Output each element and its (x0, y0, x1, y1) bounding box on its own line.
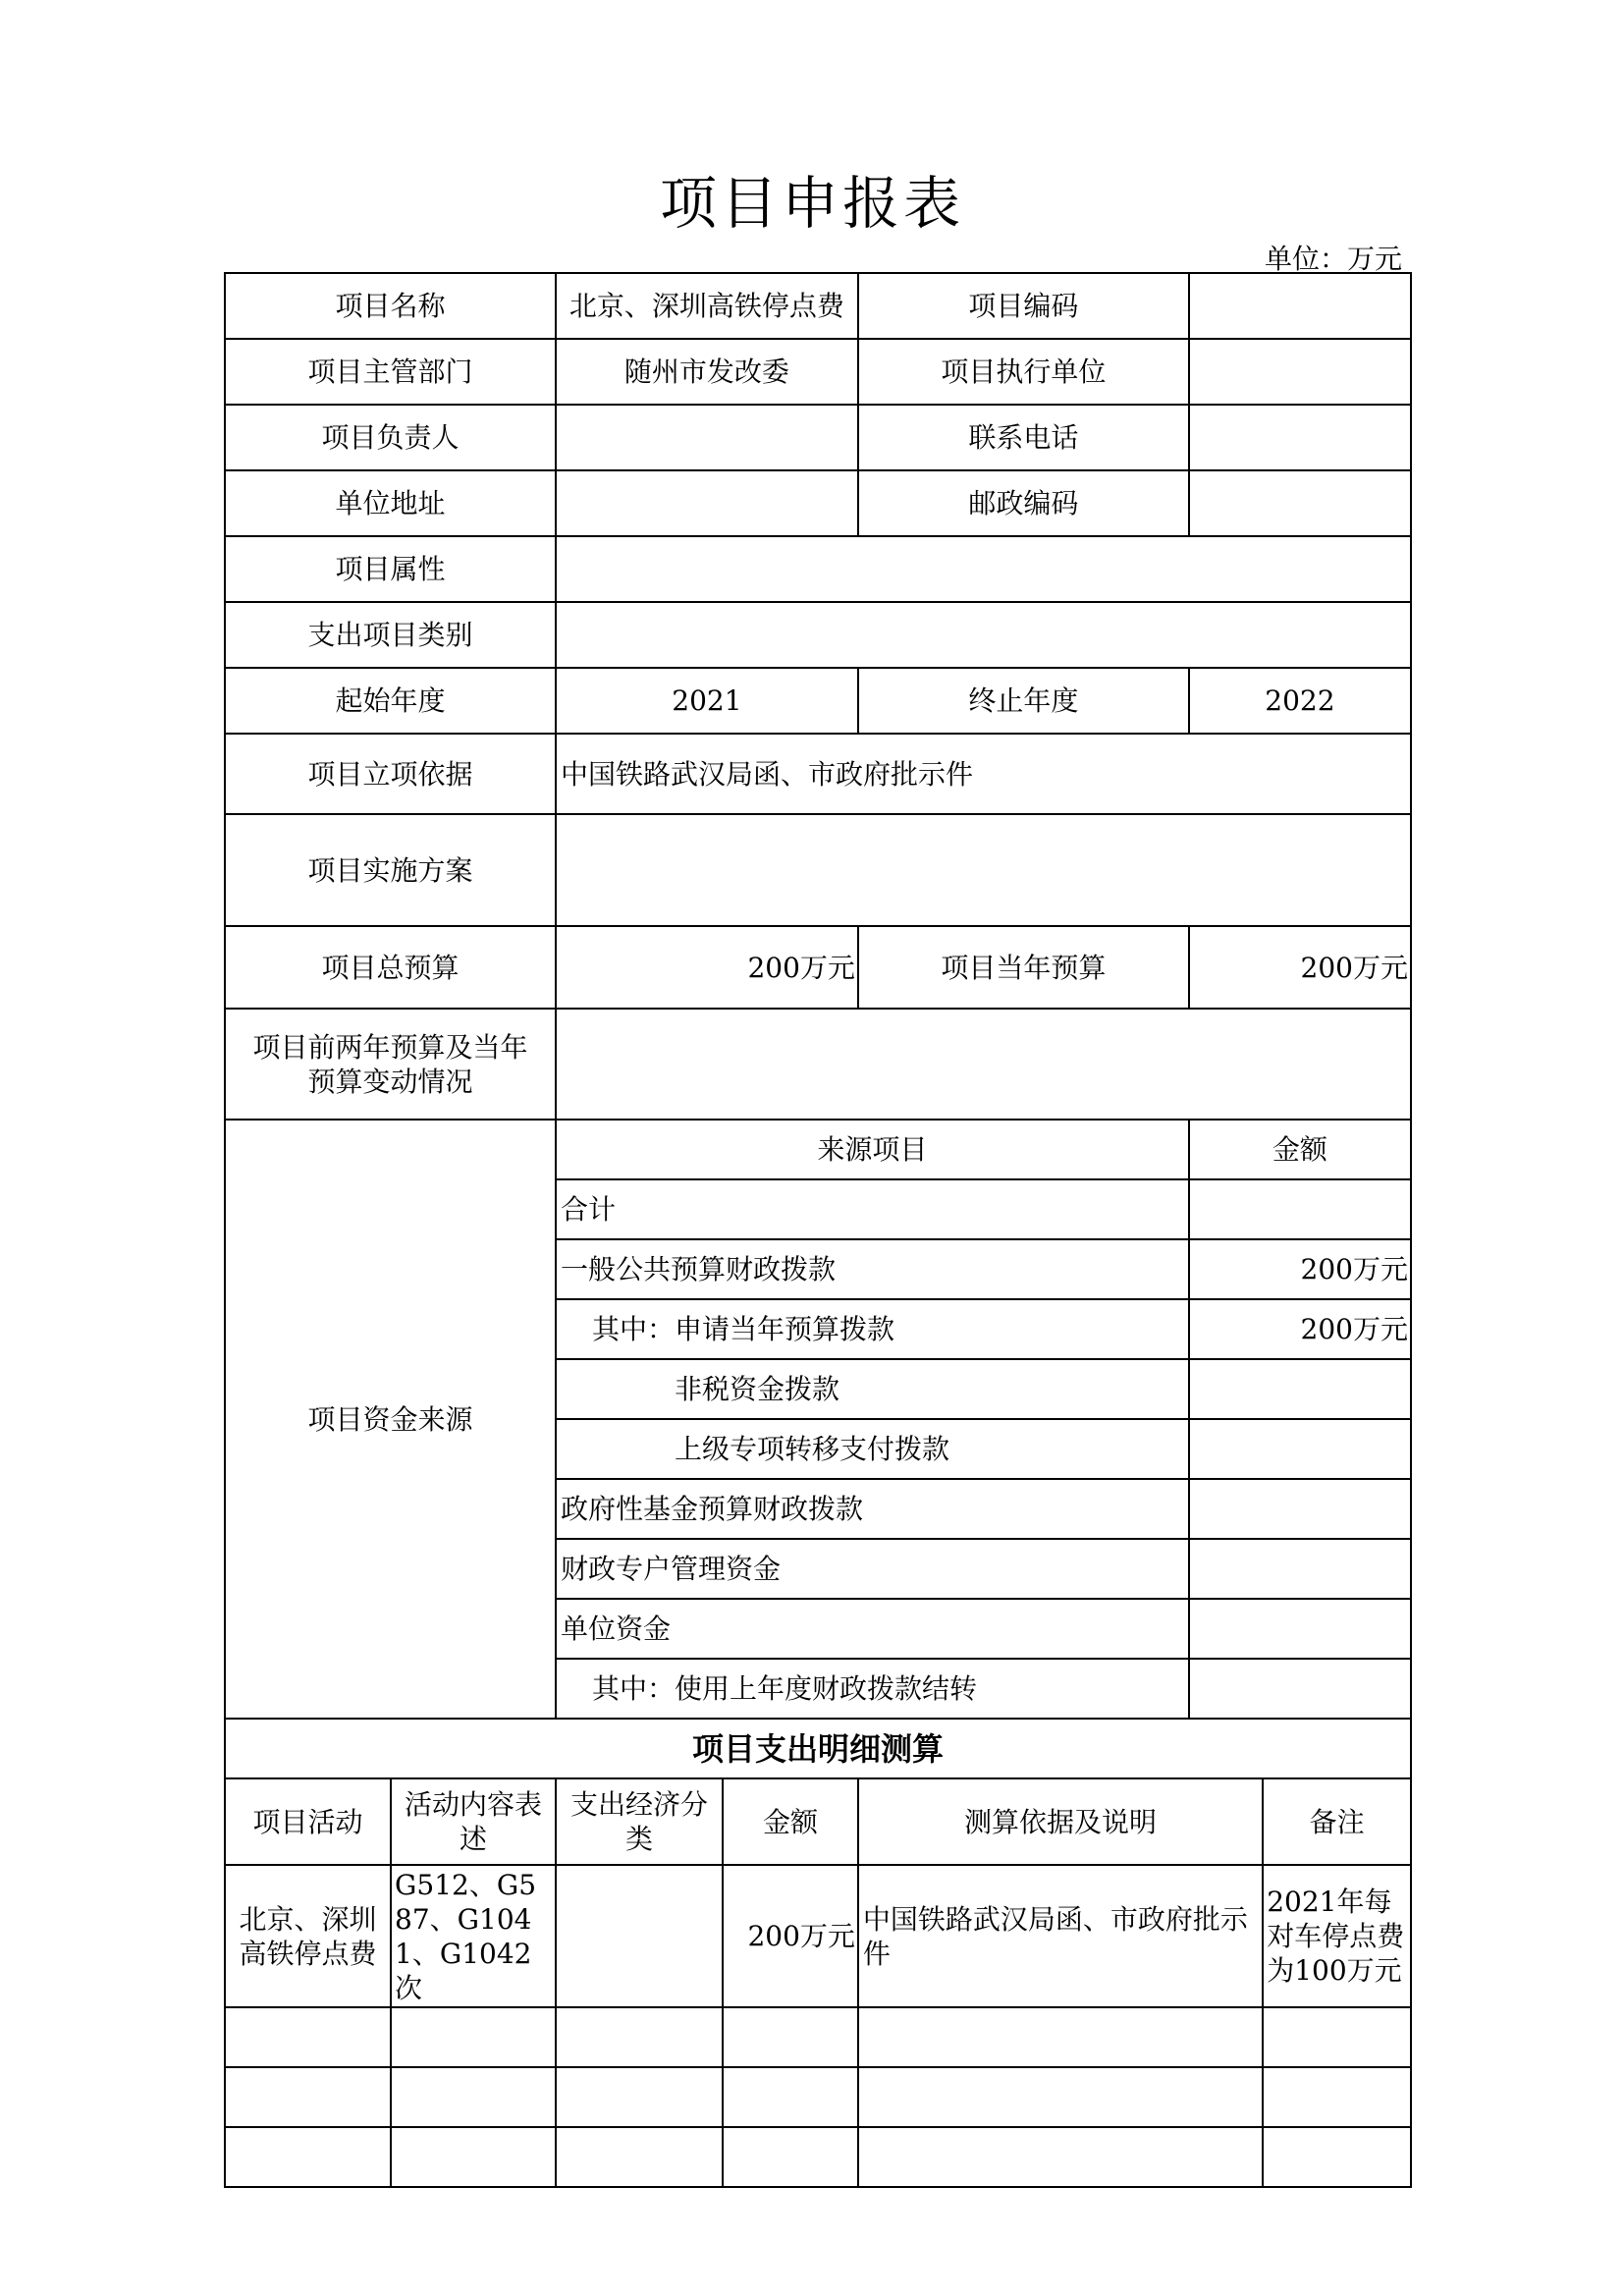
detail-header-basis: 测算依据及说明 (858, 1778, 1263, 1865)
detail-amount-cell: 200万元 (723, 1865, 858, 2007)
project-name-label: 项目名称 (225, 273, 556, 339)
page-title: 项目申报表 (659, 170, 964, 237)
funds-row-name: 非税资金拨款 (556, 1359, 1189, 1419)
funds-row-amount (1189, 1359, 1411, 1419)
detail-note-cell (1263, 2067, 1411, 2127)
detail-header-note: 备注 (1263, 1778, 1411, 1865)
detail-econ-cell (556, 2067, 723, 2127)
application-form-table (224, 272, 1412, 2188)
category-value (556, 602, 1411, 668)
attr-value (556, 536, 1411, 602)
attr-label: 项目属性 (225, 536, 556, 602)
funds-source-header: 来源项目 (556, 1120, 1189, 1179)
funds-row-name: 其中：申请当年预算拨款 (556, 1299, 1189, 1359)
funds-row-name: 一般公共预算财政拨款 (556, 1239, 1189, 1299)
detail-header-amount: 金额 (723, 1778, 858, 1865)
phone-value (1189, 405, 1411, 470)
detail-content-cell (391, 2007, 556, 2067)
detail-section-title: 项目支出明细测算 (225, 1719, 1411, 1778)
detail-header-activity: 项目活动 (225, 1778, 391, 1865)
postcode-label: 邮政编码 (858, 470, 1189, 536)
funds-row-amount (1189, 1479, 1411, 1539)
funds-row-name: 单位资金 (556, 1599, 1189, 1659)
detail-basis-cell (858, 2007, 1263, 2067)
basis-label: 项目立项依据 (225, 734, 556, 814)
funds-source-label: 项目资金来源 (225, 1120, 556, 1719)
detail-note-cell (1263, 2127, 1411, 2187)
funds-row-name: 其中：使用上年度财政拨款结转 (556, 1659, 1189, 1719)
unit-label: 单位：万元 (1264, 243, 1402, 275)
project-name-value: 北京、深圳高铁停点费 (556, 273, 858, 339)
detail-amount-cell (723, 2067, 858, 2127)
detail-header-econ: 支出经济分类 (556, 1778, 723, 1865)
project-code-value (1189, 273, 1411, 339)
detail-econ-cell (556, 1865, 723, 2007)
detail-note-cell (1263, 2007, 1411, 2067)
funds-row-amount (1189, 1179, 1411, 1239)
budget-change-value (556, 1009, 1411, 1120)
detail-basis-cell (858, 2067, 1263, 2127)
plan-label: 项目实施方案 (225, 814, 556, 926)
end-year-value: 2022 (1189, 668, 1411, 734)
detail-activity-cell (225, 2067, 391, 2127)
year-budget-value: 200万元 (1189, 926, 1411, 1009)
detail-amount-cell (723, 2007, 858, 2067)
leader-value (556, 405, 858, 470)
funds-row-name: 政府性基金预算财政拨款 (556, 1479, 1189, 1539)
funds-row-name: 合计 (556, 1179, 1189, 1239)
end-year-label: 终止年度 (858, 668, 1189, 734)
year-budget-label: 项目当年预算 (858, 926, 1189, 1009)
total-budget-value: 200万元 (556, 926, 858, 1009)
funds-row-amount: 200万元 (1189, 1239, 1411, 1299)
start-year-value: 2021 (556, 668, 858, 734)
budget-change-label: 项目前两年预算及当年预算变动情况 (225, 1009, 556, 1120)
project-code-label: 项目编码 (858, 273, 1189, 339)
exec-unit-value (1189, 339, 1411, 405)
detail-content-cell (391, 2067, 556, 2127)
detail-econ-cell (556, 2007, 723, 2067)
detail-basis-cell (858, 2127, 1263, 2187)
start-year-label: 起始年度 (225, 668, 556, 734)
funds-row-name: 财政专户管理资金 (556, 1539, 1189, 1599)
leader-label: 项目负责人 (225, 405, 556, 470)
detail-content-cell (391, 2127, 556, 2187)
dept-value: 随州市发改委 (556, 339, 858, 405)
exec-unit-label: 项目执行单位 (858, 339, 1189, 405)
detail-amount-cell (723, 2127, 858, 2187)
category-label: 支出项目类别 (225, 602, 556, 668)
detail-activity-cell: 北京、深圳高铁停点费 (225, 1865, 391, 2007)
detail-activity-cell (225, 2127, 391, 2187)
funds-row-amount: 200万元 (1189, 1299, 1411, 1359)
detail-header-content: 活动内容表述 (391, 1778, 556, 1865)
detail-note-cell: 2021年每对车停点费为100万元 (1263, 1865, 1411, 2007)
detail-econ-cell (556, 2127, 723, 2187)
funds-row-amount (1189, 1539, 1411, 1599)
postcode-value (1189, 470, 1411, 536)
total-budget-label: 项目总预算 (225, 926, 556, 1009)
funds-amount-header: 金额 (1189, 1120, 1411, 1179)
detail-content-cell: G512、G587、G1041、G1042次 (391, 1865, 556, 2007)
basis-value: 中国铁路武汉局函、市政府批示件 (556, 734, 1411, 814)
plan-value (556, 814, 1411, 926)
dept-label: 项目主管部门 (225, 339, 556, 405)
detail-basis-cell: 中国铁路武汉局函、市政府批示件 (858, 1865, 1263, 2007)
funds-row-amount (1189, 1419, 1411, 1479)
phone-label: 联系电话 (858, 405, 1189, 470)
funds-row-name: 上级专项转移支付拨款 (556, 1419, 1189, 1479)
funds-row-amount (1189, 1659, 1411, 1719)
funds-row-amount (1189, 1599, 1411, 1659)
detail-activity-cell (225, 2007, 391, 2067)
address-value (556, 470, 858, 536)
address-label: 单位地址 (225, 470, 556, 536)
